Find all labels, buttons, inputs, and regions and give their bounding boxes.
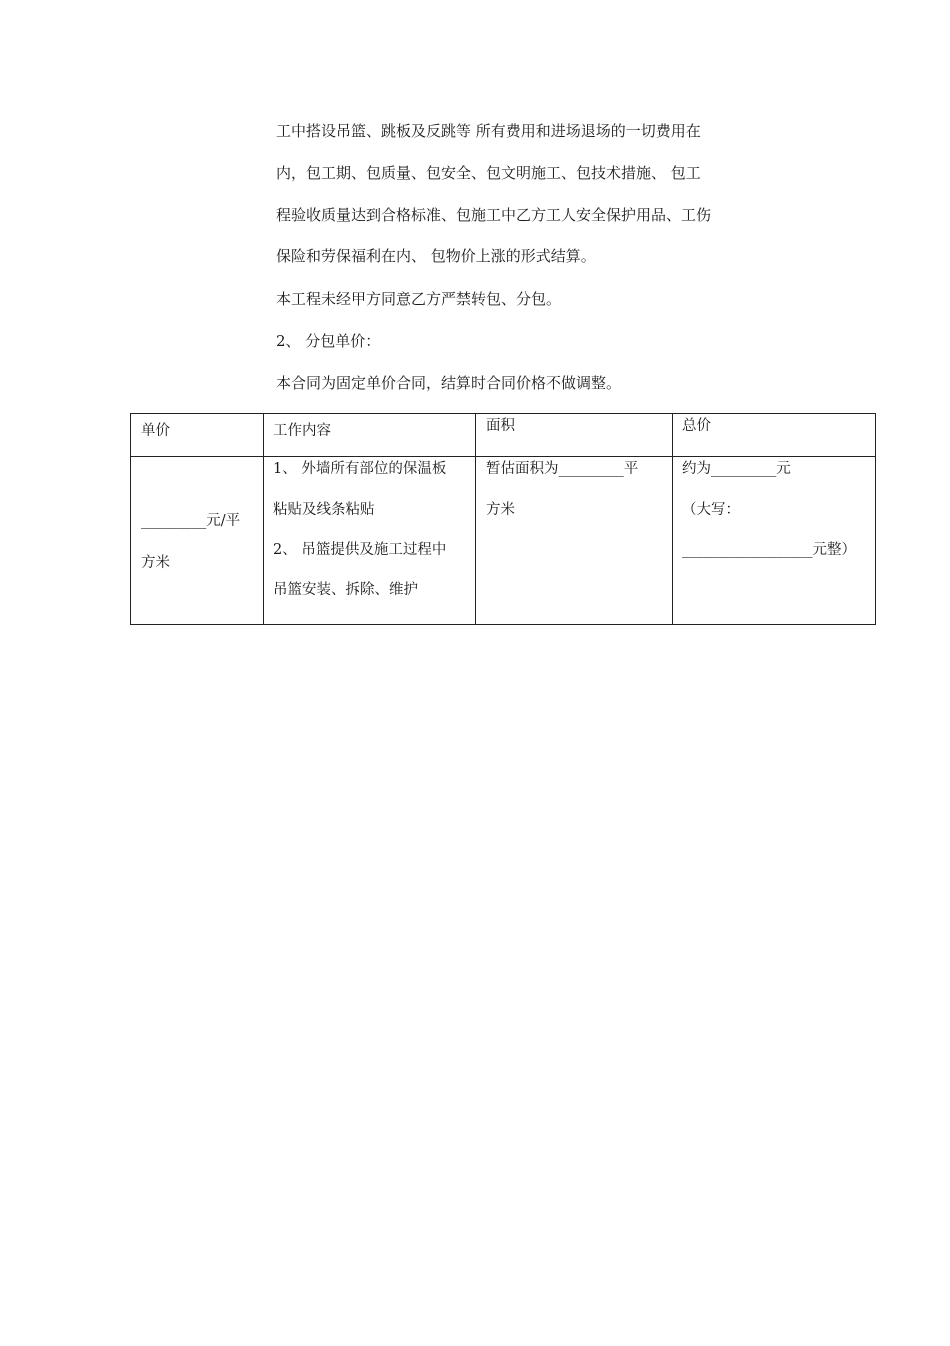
header-work-content: 工作内容: [273, 423, 331, 439]
work-content-line-4: 吊篮安装、拆除、维护: [273, 582, 418, 598]
work-content-line-2: 粘贴及线条粘贴: [273, 502, 375, 518]
header-area: 面积: [486, 418, 515, 434]
area-line-1: 暂估面积为_________平: [486, 461, 639, 477]
unit-price-line-2: 方米: [141, 555, 170, 571]
paragraph-line-4: 保险和劳保福利在内、 包物价上涨的形式结算。: [276, 247, 596, 265]
unit-price-table: [130, 413, 876, 625]
table-row: [131, 457, 876, 625]
work-content-cell: [264, 457, 476, 625]
total-cell: [673, 457, 876, 625]
area-line-2: 方米: [486, 502, 515, 518]
header-cell-work-content: [264, 414, 476, 457]
paragraph-line-2: 内，包工期、包质量、包安全、包文明施工、包技术措施、 包工: [276, 164, 701, 182]
header-cell-total: [673, 414, 876, 457]
total-line-2: （大写：: [682, 502, 740, 518]
unit-price-cell: [131, 457, 264, 625]
section-heading-unit-price: 2、 分包单价：: [276, 332, 381, 350]
paragraph-line-1: 工中搭设吊篮、跳板及反跳等 所有费用和进场退场的一切费用在: [276, 122, 701, 140]
area-cell: [476, 457, 673, 625]
paragraph-line-7: 本合同为固定单价合同，结算时合同价格不做调整。: [276, 374, 622, 392]
work-content-line-3: 2、 吊篮提供及施工过程中: [273, 542, 447, 558]
total-line-3: __________________元整）: [682, 542, 856, 558]
header-cell-area: [476, 414, 673, 457]
total-line-1: 约为_________元: [682, 461, 791, 477]
header-cell-unit-price: [131, 414, 264, 457]
header-unit-price: 单价: [141, 423, 170, 439]
work-content-line-1: 1、 外墙所有部位的保温板: [273, 461, 447, 477]
unit-price-line-1: _________元/平: [141, 513, 241, 529]
table-header-row: [131, 414, 876, 457]
header-total: 总价: [682, 418, 711, 434]
paragraph-line-3: 程验收质量达到合格标准、包施工中乙方工人安全保护用品、工伤: [276, 206, 712, 224]
paragraph-line-5: 本工程未经甲方同意乙方严禁转包、分包。: [276, 290, 562, 308]
